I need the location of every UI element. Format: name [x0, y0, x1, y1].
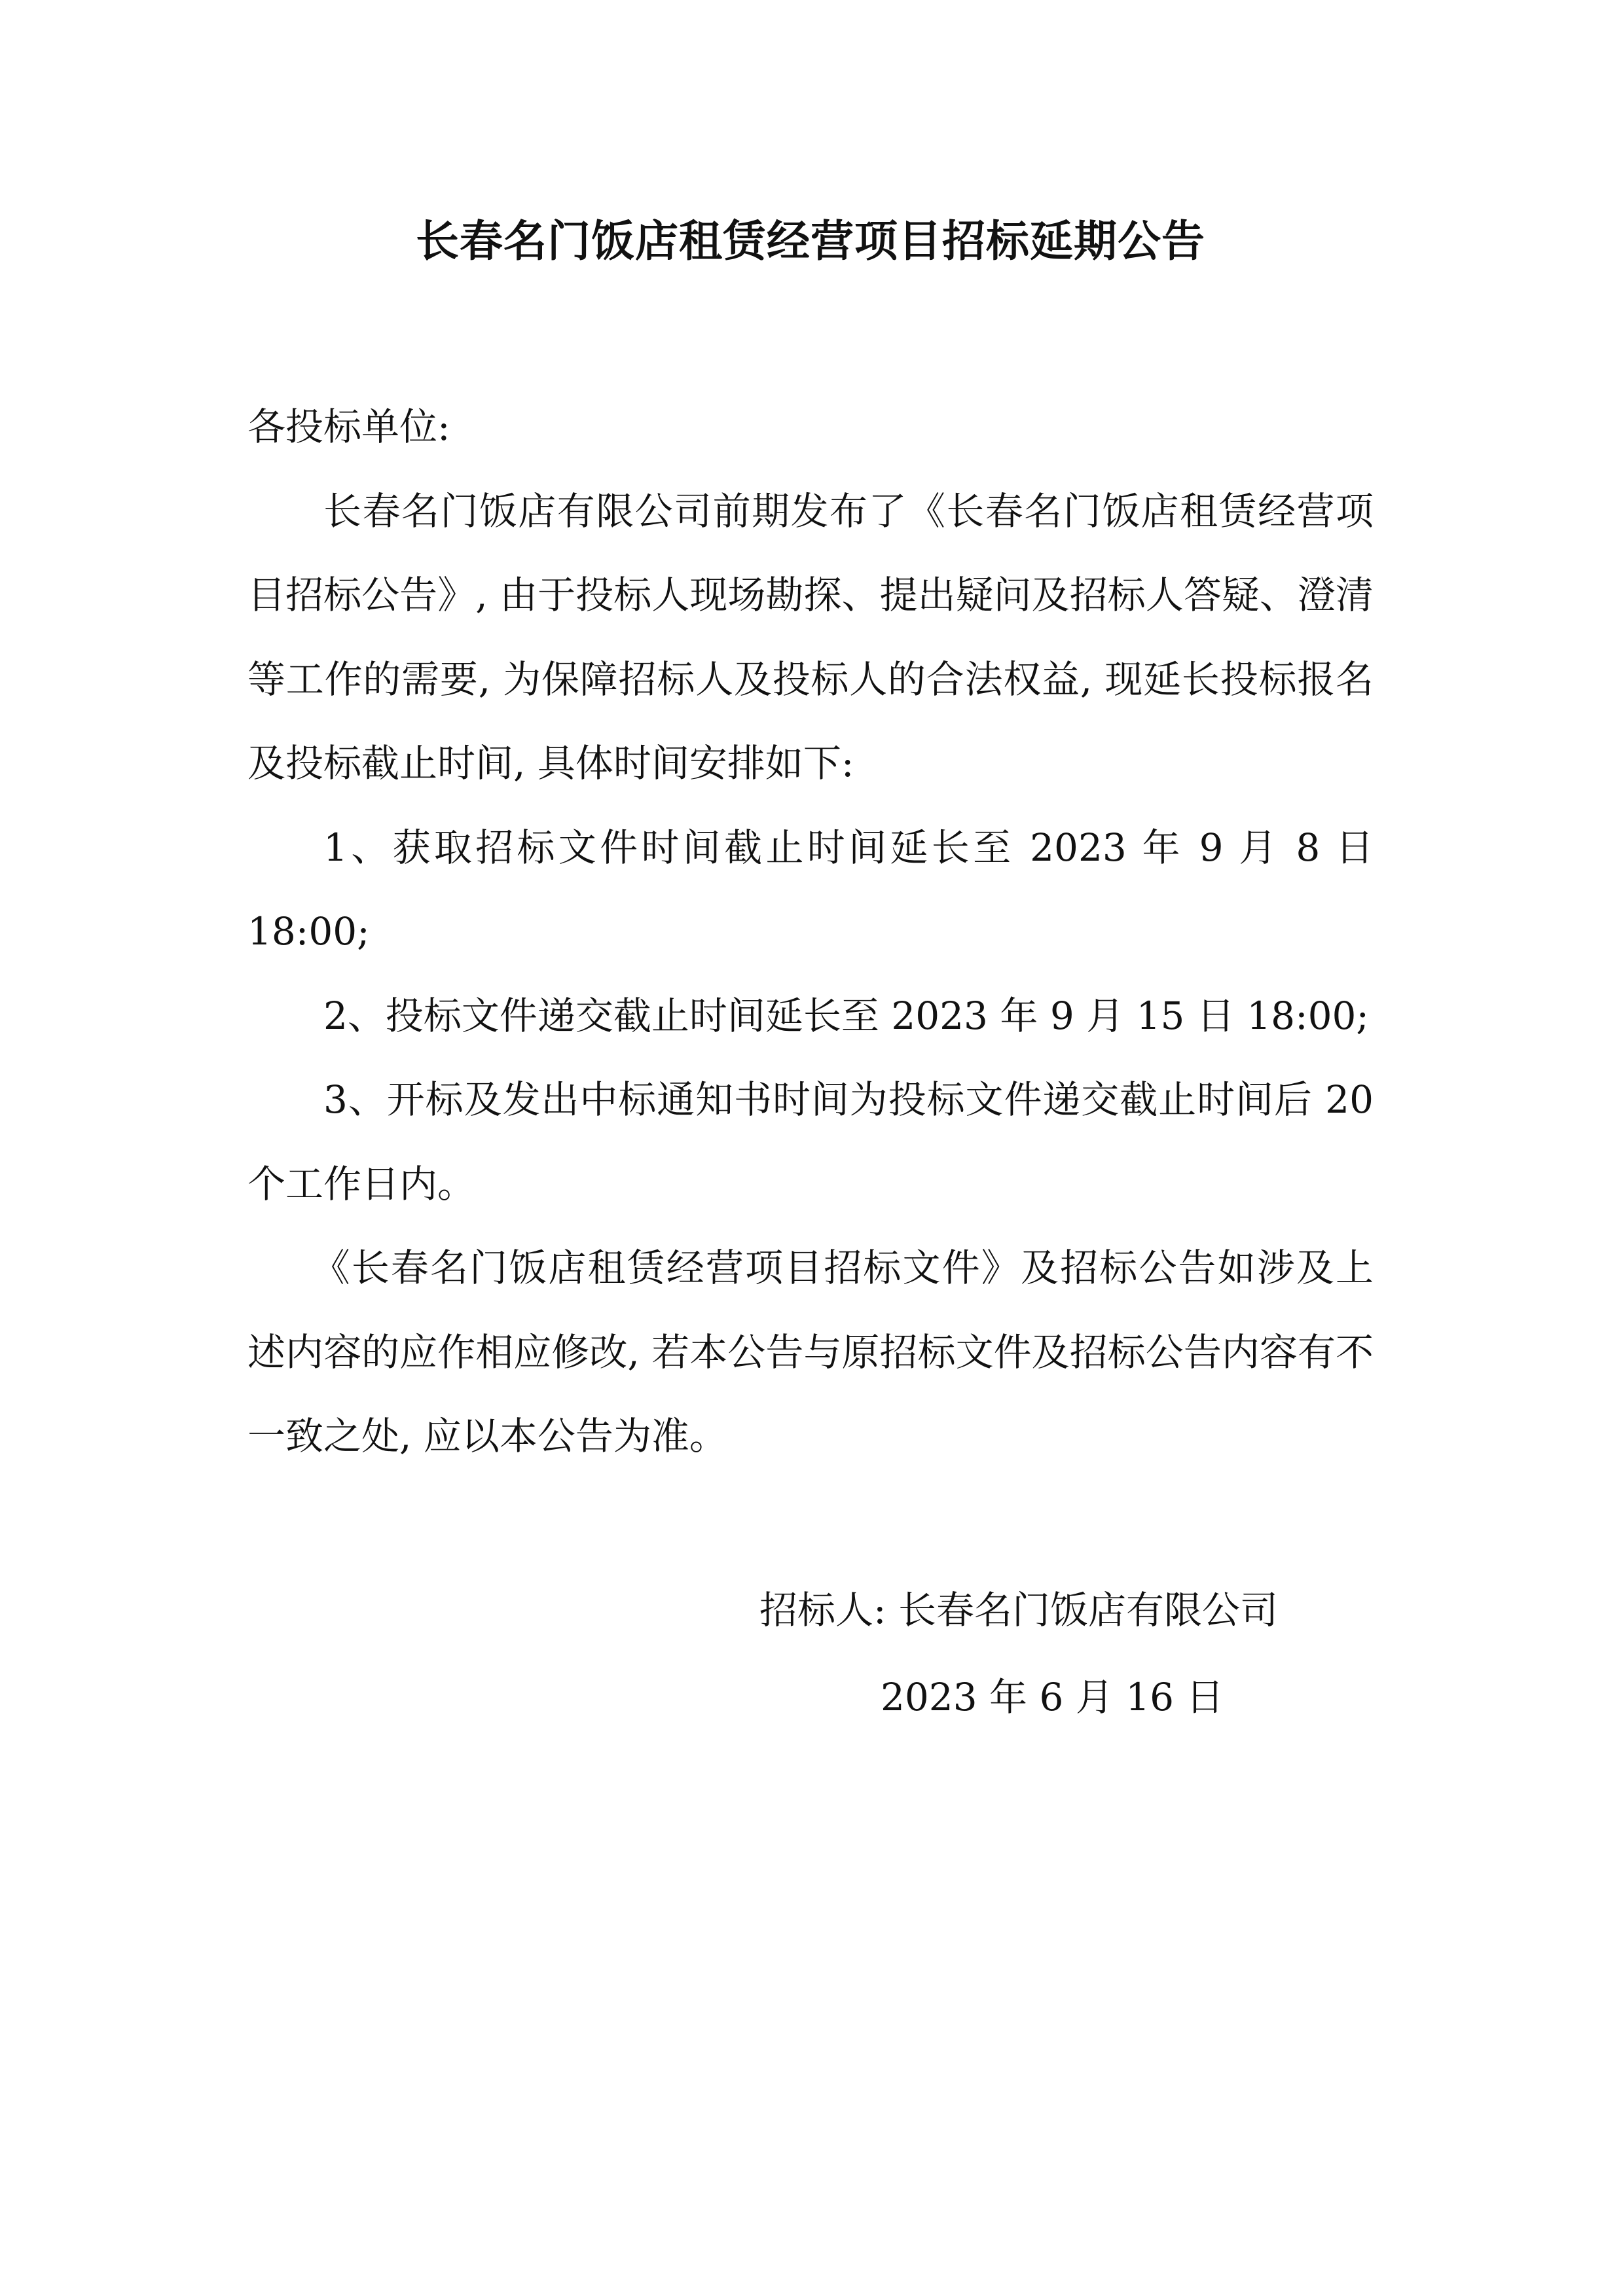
note-paragraph: 《长春名门饭店租赁经营项目招标文件》及招标公告如涉及上述内容的应作相应修改, 若本公告与原招标文件及招标公告内容有不一致之处, 应以本公告为准。	[247, 1246, 1374, 1458]
issuer-signature: 招标人: 长春名门饭店有限公司	[759, 1588, 1278, 1632]
notice-title: 长春名门饭店租赁经营项目招标延期公告	[416, 215, 1205, 266]
notice-body	[247, 385, 1374, 1479]
salutation: 各投标单位:	[247, 404, 450, 449]
schedule-item-1: 1、获取招标文件时间截止时间延长至 2023 年 9 月 8 日 18:00;	[247, 825, 1374, 954]
intro-paragraph: 长春名门饭店有限公司前期发布了《长春名门饭店租赁经营项目招标公告》, 由于投标人现场勘探、提出疑问及招标人答疑、澄清等工作的需要, 为保障招标人及投标人的合法权益, 现延长投标报名及投标截止时间, 具体时间安排如下:	[247, 488, 1374, 785]
issue-date: 2023 年 6 月 16 日	[881, 1675, 1224, 1719]
schedule-item-3: 3、开标及发出中标通知书时间为投标文件递交截止时间后 20 个工作日内。	[247, 1077, 1374, 1206]
schedule-item-2: 2、投标文件递交截止时间延长至 2023 年 9 月 15 日 18:00;	[323, 993, 1369, 1038]
